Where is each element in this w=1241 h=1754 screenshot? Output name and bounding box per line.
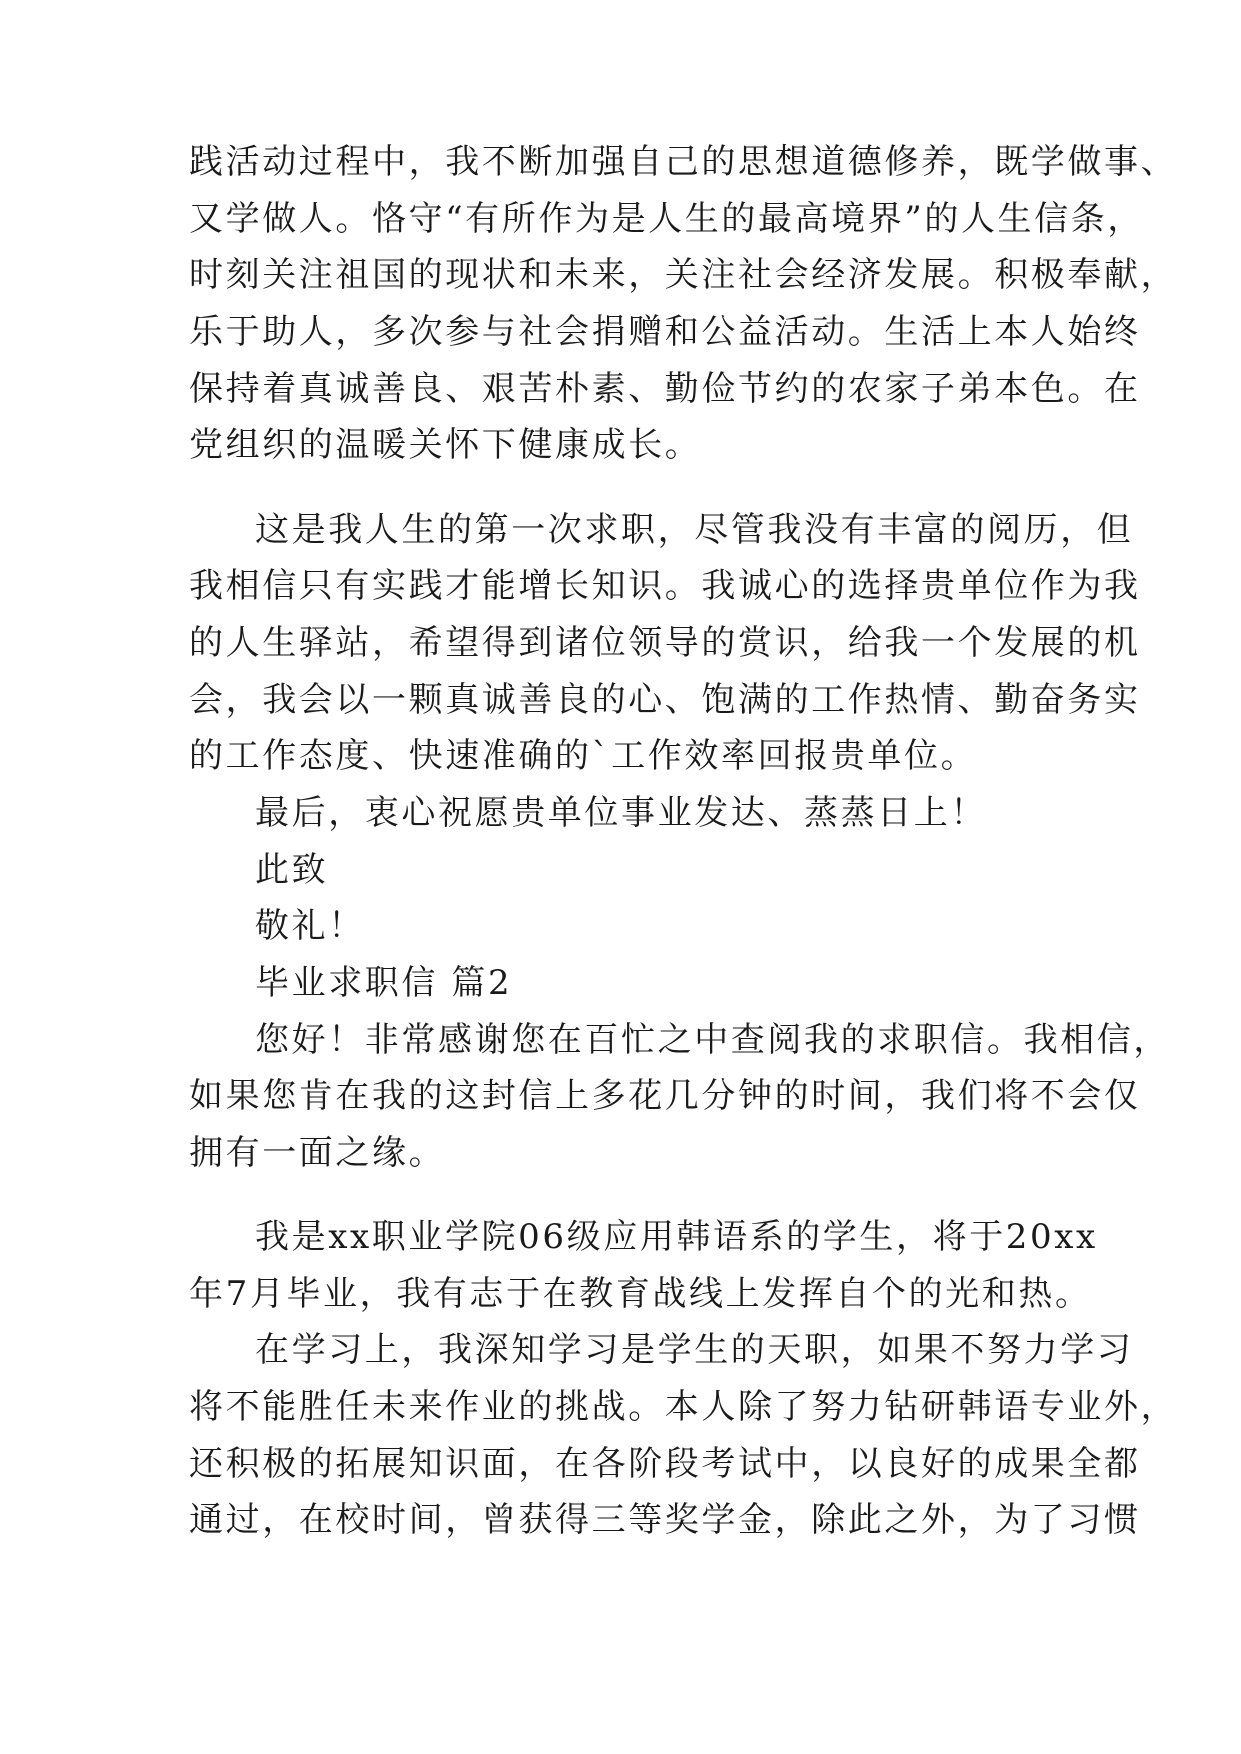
text-line: 党组织的温暖关怀下健康成长。 — [189, 425, 702, 465]
paragraph-first-line: 这是我人生的第一次求职，尽管我没有丰富的阅历，但 — [255, 510, 1134, 550]
text-line: 会，我会以一颗真诚善良的心、饱满的工作热情、勤奋务实 — [189, 680, 1141, 720]
text-line: 践活动过程中，我不断加强自己的思想道德修养，既学做事、 — [189, 142, 1178, 182]
text-line: 年7月毕业，我有志于在教育战线上发挥自个的光和热。 — [189, 1274, 1092, 1314]
text-line: 又学做人。恪守“有所作为是人生的最高境界”的人生信条， — [189, 199, 1144, 239]
salutation-regards: 敬礼！ — [255, 906, 365, 946]
salutation-closing: 此致 — [255, 850, 329, 890]
text-line: 我相信只有实践才能增长知识。我诚心的选择贵单位作为我 — [189, 566, 1141, 606]
paragraph-first-line: 您好！非常感谢您在百忙之中查阅我的求职信。我相信， — [255, 1020, 1170, 1060]
text-line: 通过，在校时间，曾获得三等奖学金，除此之外，为了习惯 — [189, 1500, 1141, 1540]
text-line: 将不能胜任未来作业的挑战。本人除了努力钻研韩语专业外， — [189, 1387, 1178, 1427]
text-line: 拥有一面之缘。 — [189, 1133, 446, 1173]
section-heading: 毕业求职信 篇2 — [255, 963, 513, 1003]
text-line: 的工作态度、快速准确的`工作效率回报贵单位。 — [189, 736, 978, 776]
text-line: 如果您肯在我的这封信上多花几分钟的时间，我们将不会仅 — [189, 1076, 1141, 1116]
paragraph-first-line: 我是xx职业学院06级应用韩语系的学生，将于20xx — [255, 1217, 1098, 1257]
text-line: 时刻关注祖国的现状和未来，关注社会经济发展。积极奉献， — [189, 255, 1178, 295]
text-line: 的人生驿站，希望得到诸位领导的赏识，给我一个发展的机 — [189, 623, 1141, 663]
text-line: 乐于助人，多次参与社会捐赠和公益活动。生活上本人始终 — [189, 312, 1141, 352]
text-line: 保持着真诚善良、艰苦朴素、勤俭节约的农家子弟本色。在 — [189, 369, 1141, 409]
text-line: 还积极的拓展知识面，在各阶段考试中，以良好的成果全都 — [189, 1444, 1141, 1484]
paragraph-first-line: 在学习上，我深知学习是学生的天职，如果不努力学习 — [255, 1330, 1134, 1370]
closing-wish: 最后，衷心祝愿贵单位事业发达、蒸蒸日上！ — [255, 793, 987, 833]
